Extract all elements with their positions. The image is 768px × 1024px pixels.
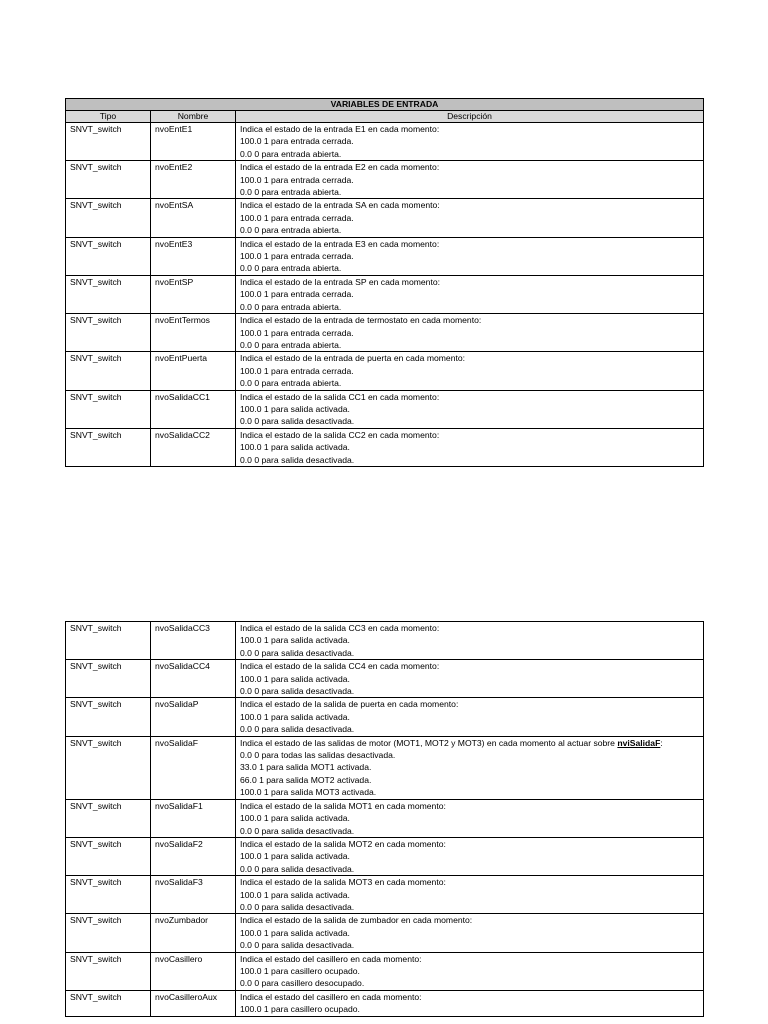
description-line: 0.0 0 para entrada abierta. xyxy=(240,148,342,159)
description-line: Indica el estado de la salida MOT3 en cada momento: xyxy=(240,877,446,888)
description-line: 0.0 0 para salida desactivada. xyxy=(240,686,355,697)
description-line: 0.0 0 para entrada abierta. xyxy=(240,378,342,389)
description-line: 0.0 0 para entrada abierta. xyxy=(240,187,342,198)
cell-nombre: nvoSalidaF3 xyxy=(151,876,236,914)
column-header-descripcion: Descripción xyxy=(236,111,704,123)
table-title: VARIABLES DE ENTRADA xyxy=(66,99,704,111)
description-line: Indica el estado de la entrada SA en cada momento: xyxy=(240,200,440,211)
variables-table-1 xyxy=(65,98,704,467)
cell-tipo: SNVT_switch xyxy=(66,736,151,799)
variable-reference: nviSalidaF xyxy=(617,737,661,748)
table-row xyxy=(66,876,704,914)
table-row xyxy=(66,314,704,352)
cell-descripcion xyxy=(236,698,704,736)
description-line: 100.0 1 para entrada cerrada. xyxy=(240,327,354,338)
description-line: 0.0 0 para salida desactivada. xyxy=(240,825,355,836)
description-line: 100.0 1 para salida activada. xyxy=(240,927,350,938)
description-line: 33.0 1 para salida MOT1 activada. xyxy=(240,762,372,773)
description-line: Indica el estado de la salida MOT2 en cada momento: xyxy=(240,838,446,849)
cell-descripcion xyxy=(236,837,704,875)
description-line: Indica el estado de la entrada E1 en cada momento: xyxy=(240,124,440,134)
description-line: 100.0 1 para salida activada. xyxy=(240,635,350,646)
cell-nombre: nvoSalidaF1 xyxy=(151,799,236,837)
cell-nombre: nvoEntE3 xyxy=(151,237,236,275)
description-line: 0.0 0 para salida desactivada. xyxy=(240,863,355,874)
description-line: 0.0 0 para salida desactivada. xyxy=(240,724,355,735)
description-line: 100.0 1 para casillero ocupado. xyxy=(240,1004,360,1015)
table-row xyxy=(66,199,704,237)
description-line: Indica el estado de la salida de zumbador en cada momento: xyxy=(240,915,473,926)
description-line: Indica el estado de la salida CC3 en cada momento: xyxy=(240,623,440,633)
cell-descripcion xyxy=(236,952,704,990)
description-line: 100.0 1 para salida activada. xyxy=(240,851,350,862)
cell-tipo: SNVT_switch xyxy=(66,990,151,1016)
cell-nombre: nvoCasilleroAux xyxy=(151,990,236,1016)
description-line: 100.0 1 para salida activada. xyxy=(240,889,350,900)
description-line: Indica el estado de la salida CC1 en cada momento: xyxy=(240,391,440,402)
description-line: Indica el estado de la entrada E2 en cada momento: xyxy=(240,162,440,173)
cell-nombre: nvoSalidaF2 xyxy=(151,837,236,875)
description-line: 0.0 0 para todas las salidas desactivada. xyxy=(240,750,396,761)
description-text: Indica el estado de las salidas de motor (MOT1, MOT2 y MOT3) en cada momento al actuar sobre xyxy=(240,737,618,748)
description-line: Indica el estado de la salida CC4 en cada momento: xyxy=(240,661,440,672)
cell-nombre: nvoZumbador xyxy=(151,914,236,952)
cell-tipo: SNVT_switch xyxy=(66,698,151,736)
table-row xyxy=(66,275,704,313)
description-line: Indica el estado de la entrada SP en cada momento: xyxy=(240,276,441,287)
description-line: 66.0 1 para salida MOT2 activada. xyxy=(240,774,372,785)
description-line: 100.0 1 para entrada cerrada. xyxy=(240,365,354,376)
cell-descripcion xyxy=(236,622,704,660)
table-row xyxy=(66,352,704,390)
cell-descripcion xyxy=(236,352,704,390)
description-line: 0.0 0 para salida desactivada. xyxy=(240,647,355,658)
description-line: 100.0 1 para entrada cerrada. xyxy=(240,174,354,185)
cell-nombre: nvoCasillero xyxy=(151,952,236,990)
cell-descripcion xyxy=(236,914,704,952)
cell-descripcion xyxy=(236,799,704,837)
description-line: 0.0 0 para casillero desocupado. xyxy=(240,978,365,989)
cell-nombre: nvoEntE1 xyxy=(151,123,236,161)
cell-nombre: nvoEntPuerta xyxy=(151,352,236,390)
cell-tipo: SNVT_switch xyxy=(66,275,151,313)
cell-tipo: SNVT_switch xyxy=(66,123,151,161)
cell-nombre: nvoEntTermos xyxy=(151,314,236,352)
cell-descripcion xyxy=(236,123,704,161)
description-line: Indica el estado de la salida CC2 en cada momento: xyxy=(240,429,440,440)
cell-tipo: SNVT_switch xyxy=(66,237,151,275)
cell-descripcion xyxy=(236,390,704,428)
cell-descripcion xyxy=(236,660,704,698)
cell-tipo: SNVT_switch xyxy=(66,837,151,875)
table-row xyxy=(66,914,704,952)
cell-tipo: SNVT_switch xyxy=(66,876,151,914)
cell-descripcion xyxy=(236,876,704,914)
description-line: Indica el estado de la salida de puerta en cada momento: xyxy=(240,699,459,710)
description-line: Indica el estado de la entrada de puerta en cada momento: xyxy=(240,353,466,364)
cell-nombre: nvoSalidaCC3 xyxy=(151,622,236,660)
cell-descripcion xyxy=(236,161,704,199)
table-row xyxy=(66,428,704,466)
description-line: 100.0 1 para entrada cerrada. xyxy=(240,289,354,300)
cell-tipo: SNVT_switch xyxy=(66,199,151,237)
cell-tipo: SNVT_switch xyxy=(66,428,151,466)
cell-tipo: SNVT_switch xyxy=(66,161,151,199)
table-row xyxy=(66,736,704,799)
cell-tipo: SNVT_switch xyxy=(66,799,151,837)
cell-descripcion xyxy=(236,990,704,1016)
description-line: 0.0 0 para salida desactivada. xyxy=(240,940,355,951)
description-line: 0.0 0 para salida desactivada. xyxy=(240,416,355,427)
table-row xyxy=(66,799,704,837)
table-row xyxy=(66,660,704,698)
description-line: 0.0 0 para salida desactivada. xyxy=(240,901,355,912)
table-row xyxy=(66,952,704,990)
description-line: Indica el estado de la salida MOT1 en cada momento: xyxy=(240,800,446,811)
column-header-tipo: Tipo xyxy=(66,111,151,123)
table-row xyxy=(66,390,704,428)
description-line: 100.0 1 para entrada cerrada. xyxy=(240,136,354,147)
cell-tipo: SNVT_switch xyxy=(66,352,151,390)
cell-nombre: nvoEntSP xyxy=(151,275,236,313)
cell-tipo: SNVT_switch xyxy=(66,660,151,698)
cell-nombre: nvoSalidaP xyxy=(151,698,236,736)
cell-descripcion xyxy=(236,736,704,799)
description-line: 0.0 0 para entrada abierta. xyxy=(240,301,342,312)
cell-tipo: SNVT_switch xyxy=(66,914,151,952)
cell-tipo: SNVT_switch xyxy=(66,622,151,660)
description-line: 100.0 1 para salida activada. xyxy=(240,813,350,824)
cell-nombre: nvoEntSA xyxy=(151,199,236,237)
description-line: 0.0 0 para salida desactivada. xyxy=(240,454,355,465)
table-row xyxy=(66,698,704,736)
cell-descripcion xyxy=(236,237,704,275)
column-header-nombre: Nombre xyxy=(151,111,236,123)
description-line: 100.0 1 para entrada cerrada. xyxy=(240,251,354,262)
description-line: 100.0 1 para salida MOT3 activada. xyxy=(240,787,377,798)
cell-descripcion xyxy=(236,314,704,352)
description-line: Indica el estado de la entrada de termostato en cada momento: xyxy=(240,315,482,326)
description-line: Indica el estado del casillero en cada momento: xyxy=(240,991,422,1002)
cell-nombre: nvoSalidaCC1 xyxy=(151,390,236,428)
description-line: Indica el estado del casillero en cada momento: xyxy=(240,953,422,964)
description-text: : xyxy=(660,737,663,748)
description-line: 100.0 1 para salida activada. xyxy=(240,442,350,453)
cell-descripcion xyxy=(236,199,704,237)
description-line xyxy=(240,737,699,749)
table-row xyxy=(66,837,704,875)
cell-tipo: SNVT_switch xyxy=(66,390,151,428)
variables-table-2 xyxy=(65,621,704,1017)
description-line: 0.0 0 para entrada abierta. xyxy=(240,263,342,274)
description-line: 100.0 1 para salida activada. xyxy=(240,711,350,722)
cell-descripcion xyxy=(236,428,704,466)
description-line: Indica el estado de la entrada E3 en cada momento: xyxy=(240,238,440,249)
cell-tipo: SNVT_switch xyxy=(66,314,151,352)
description-line: 0.0 0 para entrada abierta. xyxy=(240,339,342,350)
cell-nombre: nvoSalidaCC4 xyxy=(151,660,236,698)
description-line: 100.0 1 para salida activada. xyxy=(240,673,350,684)
cell-nombre: nvoSalidaCC2 xyxy=(151,428,236,466)
table-row xyxy=(66,123,704,161)
table-row xyxy=(66,622,704,660)
description-line: 100.0 1 para entrada cerrada. xyxy=(240,212,354,223)
cell-nombre: nvoSalidaF xyxy=(151,736,236,799)
table-row xyxy=(66,990,704,1016)
table-row xyxy=(66,237,704,275)
cell-nombre: nvoEntE2 xyxy=(151,161,236,199)
description-line: 100.0 1 para salida activada. xyxy=(240,403,350,414)
description-line: 0.0 0 para entrada abierta. xyxy=(240,225,342,236)
cell-descripcion xyxy=(236,275,704,313)
table-row xyxy=(66,161,704,199)
cell-tipo: SNVT_switch xyxy=(66,952,151,990)
description-line: 100.0 1 para casillero ocupado. xyxy=(240,965,360,976)
